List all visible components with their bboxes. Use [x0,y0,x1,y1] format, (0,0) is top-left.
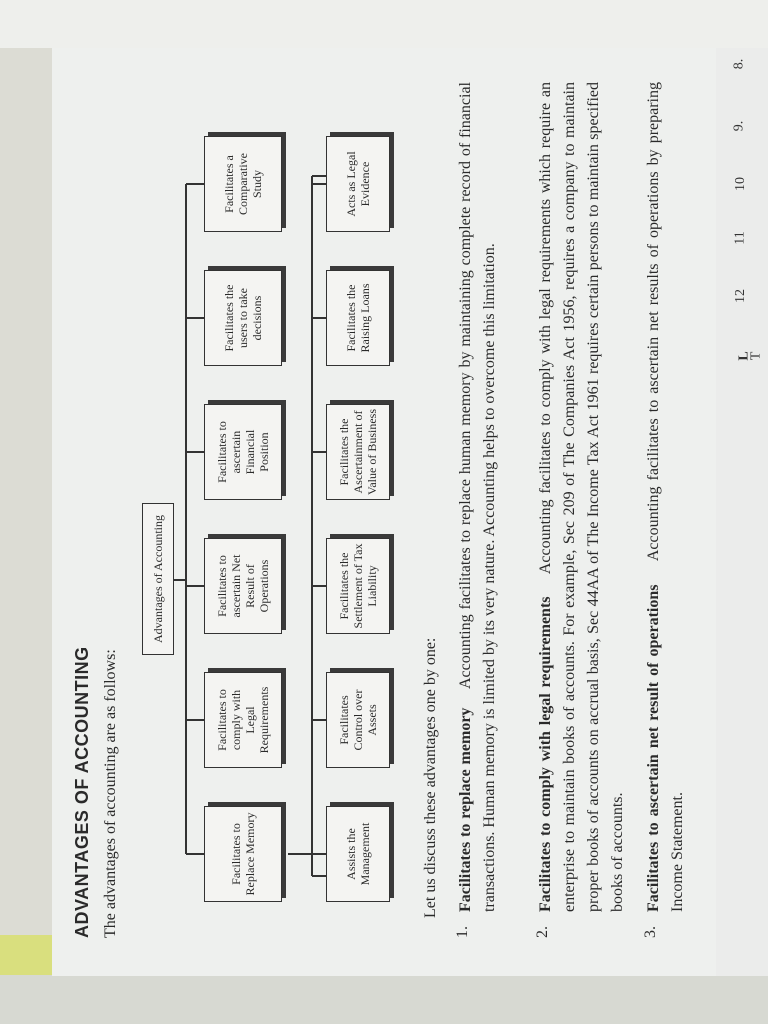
margin-number: 8. [731,58,747,70]
facing-page-margin [716,48,768,976]
advantage-box: Facilitates to ascertain Financial Position [204,404,282,500]
item-title: Facilitates to ascertain net result of operations [645,584,662,912]
advantage-box: Facilitates to Replace Memory [204,806,282,902]
margin-number: 12 [733,289,748,303]
advantage-box: Facilitates the users to take decisions [204,270,282,366]
advantage-paragraph [642,82,690,912]
advantage-box: Facilitates the Settlement of Tax Liability [326,538,390,634]
item-title: Facilitates to comply with legal requirements [537,596,554,912]
margin-number: 10 [733,177,748,191]
margin-number: T [748,351,764,361]
advantage-box: Assists the Management [326,806,390,902]
item-number: 3. [642,926,659,938]
advantage-box: Facilitates the Ascertainment of Value of Business [326,404,390,500]
item-number: 1. [454,926,471,938]
background-edge [0,0,768,48]
item-body: Accounting facilitates to comply with legal requirements which require an enterprise to maintain books of accounts. For example, Sec 209 of The Companies Act 1956, requires a company to maintain proper books of accounts on accrual basis, Sec 44AA of The Income Tax Act 1961 requires certain persons to maintain specified books of accounts. [537,81,626,912]
book-page [52,48,716,976]
margin-number: L [736,351,752,361]
advantage-box: Facilitates a Comparative Study [204,136,282,232]
advantage-box: Facilitates to comply with Legal Requirements [204,672,282,768]
margin-number: 9. [731,120,747,132]
diagram-root-box: Advantages of Accounting [142,503,174,655]
item-body: Accounting facilitates to ascertain net results of operations by preparing Income Statement. [645,81,686,912]
rotated-page-content [62,58,702,958]
margin-number: 11 [732,231,748,245]
intro-text: The advantages of accounting are as follows: [102,649,119,938]
advantage-box: Facilitates the Raising Loans [326,270,390,366]
item-body: Accounting facilitates to replace human memory by maintaining complete record of financial transactions. Human memory is limited by its very nature. Accounting helps to overcome this limitation. [457,82,498,912]
item-number: 2. [534,926,551,938]
advantage-box: Facilitates Control over Assets [326,672,390,768]
advantage-box: Acts as Legal Evidence [326,136,390,232]
item-title: Facilitates to replace memory [457,707,474,912]
section-heading: ADVANTAGES OF ACCOUNTING [72,646,92,938]
background-edge [0,975,768,1024]
advantage-paragraph [534,82,630,912]
advantage-box: Facilitates to ascertain Net Result of Operations [204,538,282,634]
advantage-paragraph [454,82,502,912]
background-edge [0,48,52,1024]
lead-text: Let us discuss these advantages one by one: [422,637,439,918]
